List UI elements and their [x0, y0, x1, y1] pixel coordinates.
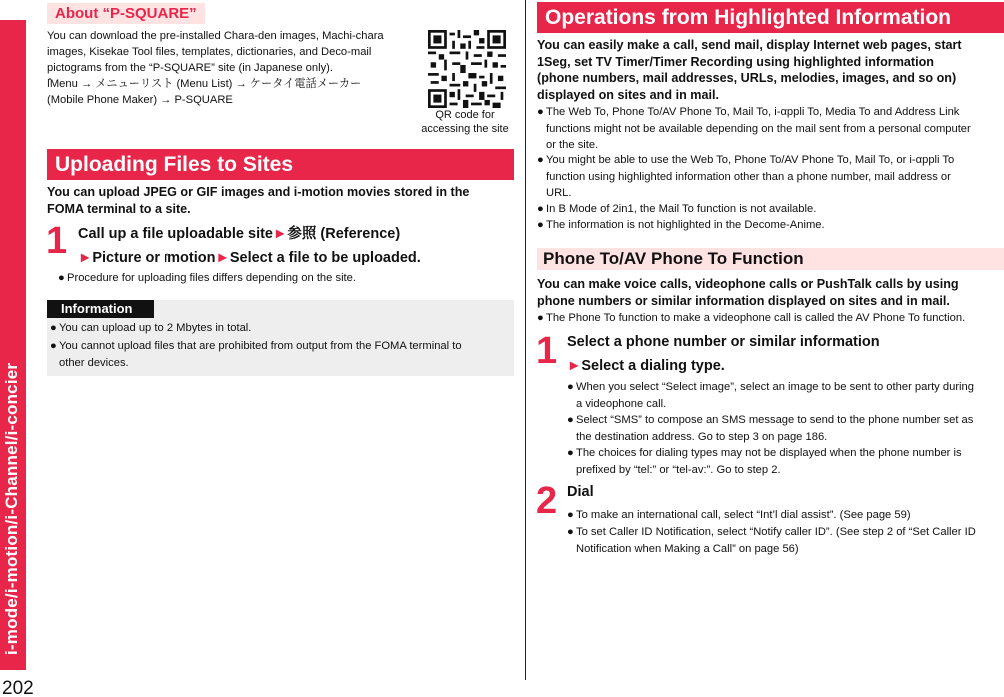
bullet-icon: ● [50, 322, 57, 334]
phone-to-intro-note-text: The Phone To function to make a videophone call is called the AV Phone To function. [546, 312, 966, 324]
phone-step-1-text [567, 330, 997, 378]
phone-to-intro [537, 276, 1004, 309]
i-mode-icon: ǀ̊ [164, 253, 168, 265]
phone-step-1-line-2 [567, 354, 997, 378]
ops-bullet-3 [537, 201, 1004, 218]
phone-to-intro-note [537, 310, 1004, 327]
ops-bullet-2-line-1: You might be able to use the Web To, Phone To/AV Phone To, Mail To, or i-αppli To [546, 154, 955, 166]
psquare-heading: About “P-SQUARE” [47, 3, 205, 24]
upload-heading: Uploading Files to Sites [47, 149, 514, 180]
phone-to-heading: Phone To/AV Phone To Function [537, 248, 1004, 270]
bullet-icon: ● [567, 526, 574, 538]
phone-step-1-bullet-2-line-1: Select “SMS” to compose an SMS message to send to the phone number set as [576, 414, 974, 426]
phone-step-2-text: Dial [567, 484, 594, 500]
arrow-icon: ► [78, 250, 93, 266]
ops-heading: Operations from Highlighted Information [537, 2, 1004, 33]
phone-step-2-bullet-2 [567, 524, 1004, 557]
bullet-icon: ● [567, 447, 574, 459]
upload-step-1-part-e: Select a file to be uploaded. [229, 250, 421, 266]
qr-code-image [428, 30, 506, 108]
bullet-icon: ● [58, 272, 65, 284]
ops-intro-line-4: displayed on sites and in mail. [537, 87, 719, 102]
ops-intro [537, 37, 1004, 103]
upload-step-1-part-b: 参照 (Reference) [287, 226, 401, 242]
information-item-2 [50, 338, 510, 371]
information-label: Information [47, 300, 154, 318]
upload-intro-line-1: You can upload JPEG or GIF images and i-motion movies stored in the [47, 185, 470, 199]
ops-intro-line-2: 1Seg, set TV Timer/Timer Recording using highlighted information [537, 54, 934, 69]
phone-step-1-line-2-text: Select a dialing type. [581, 358, 725, 374]
phone-step-1-bullet-2-line-2: the destination address. Go to step 3 on page 186. [576, 430, 828, 443]
ops-bullet-4 [537, 217, 1004, 234]
psquare-line-3: pictograms from the “P-SQUARE” site (in Japanese only). [47, 62, 334, 74]
column-divider [525, 0, 526, 680]
upload-step-1-line-2 [78, 246, 508, 271]
psquare-path-line-1 [47, 76, 417, 92]
ops-bullet-2-line-3: URL. [546, 187, 572, 199]
phone-to-intro-line-2: phone numbers or similar information displayed on sites and in mail. [537, 293, 950, 308]
page-number: 202 [2, 678, 34, 697]
information-item-1-text: You can upload up to 2 Mbytes in total. [59, 322, 252, 334]
ops-bullet-3-line-1: In B Mode of 2in1, the Mail To function is not available. [546, 203, 817, 215]
psquare-line-1: You can download the pre-installed Chara-den images, Machi-chara [47, 30, 384, 42]
phone-step-2-bullet-2-line-1: To set Caller ID Notification, select “Notify caller ID”. (See step 2 of “Set Caller ID [576, 526, 976, 538]
ops-bullet-2-line-2: function using highlighted information other than a phone number, mail address or [546, 170, 951, 183]
i-mode-icon: ǀ̊ [47, 78, 50, 90]
arrow-icon: ► [215, 250, 230, 266]
ops-bullet-1-line-1: The Web To, Phone To/AV Phone To, Mail To, i-αppli To, Media To and Address Link [546, 106, 960, 118]
ops-bullet-1-line-2: functions might not be available depending on the mail sent from a personal computer [546, 122, 971, 135]
upload-intro [47, 184, 514, 217]
phone-step-2-number: 2 [536, 480, 558, 522]
phone-step-1-bullet-3-line-1: The choices for dialing types may not be displayed when the phone number is [576, 447, 962, 459]
psquare-line-2: images, Kisekae Tool files, templates, dictionaries, and Deco-mail [47, 46, 372, 58]
upload-intro-line-2: FOMA terminal to a site. [47, 201, 191, 216]
bullet-icon: ● [567, 509, 574, 521]
arrow-icon: ► [273, 226, 288, 242]
ops-bullet-2 [537, 152, 1004, 202]
ops-intro-line-1: You can easily make a call, send mail, display Internet web pages, start [537, 38, 962, 52]
phone-step-1-number: 1 [536, 330, 558, 372]
phone-step-1-bullet-1-line-2: a videophone call. [576, 397, 667, 410]
ops-intro-line-3: (phone numbers, mail addresses, URLs, melodies, images, and so on) [537, 71, 957, 85]
bullet-icon: ● [537, 203, 544, 215]
psquare-path-2: (Mobile Phone Maker) → P-SQUARE [47, 94, 233, 106]
bullet-icon: ● [537, 154, 544, 166]
upload-step-1-part-c: Picture or [92, 250, 165, 266]
upload-step-1-line-1 [78, 222, 508, 246]
bullet-icon: ● [537, 219, 544, 231]
phone-step-1-bullet-1-line-1: When you select “Select image”, select an image to be sent to other party during [576, 381, 974, 393]
information-item-2-line-1: You cannot upload files that are prohibited from output from the FOMA terminal to [59, 340, 462, 352]
psquare-path-1: Menu → メニューリスト (Menu List) → ケータイ電話メーカー [49, 78, 362, 90]
information-item-1 [50, 320, 510, 337]
upload-step-1-part-a: Call up a file uploadable site [78, 226, 273, 242]
ops-bullet-4-line-1: The information is not highlighted in the Decome-Anime. [546, 219, 825, 231]
ops-bullet-1 [537, 104, 1004, 154]
upload-step-1-number: 1 [46, 220, 68, 262]
phone-step-1-bullet-3-line-2: prefixed by “tel:” or “tel-av:”. Go to step 2. [576, 463, 781, 476]
upload-step-1-note [58, 270, 508, 287]
bullet-icon: ● [50, 340, 57, 352]
phone-step-1-bullet-1 [567, 379, 1004, 412]
upload-step-1-note-text: Procedure for uploading files differs depending on the site. [67, 272, 356, 284]
phone-step-2-bullet-1-line-1: To make an international call, select “Int’l dial assist”. (See page 59) [576, 509, 911, 521]
bullet-icon: ● [567, 414, 574, 426]
qr-caption [412, 108, 518, 136]
bullet-icon: ● [567, 381, 574, 393]
phone-step-1-line-1: Select a phone number or similar information [567, 334, 880, 350]
bullet-icon: ● [537, 312, 544, 324]
phone-step-1-bullet-3 [567, 445, 1004, 478]
phone-step-2-bullet-1 [567, 507, 1004, 524]
chapter-tab-label: i-mode/i-motion/i-Channel/i-concier [2, 362, 21, 655]
qr-caption-line-2: accessing the site [421, 123, 509, 135]
chapter-sidebar [0, 0, 26, 697]
qr-caption-line-1: QR code for [435, 109, 495, 121]
bullet-icon: ● [537, 106, 544, 118]
ops-bullet-1-line-3: or the site. [546, 139, 599, 151]
upload-step-1-part-d: motion [167, 250, 216, 266]
upload-step-1-text [78, 222, 508, 271]
phone-step-1-bullet-2 [567, 412, 1004, 445]
arrow-icon: ► [567, 358, 582, 374]
information-item-2-line-2: other devices. [59, 356, 129, 369]
phone-step-2-bullet-2-line-2: Notification when Making a Call” on page 56) [576, 542, 799, 555]
phone-to-intro-line-1: You can make voice calls, videophone calls or PushTalk calls by using [537, 277, 959, 291]
psquare-description [47, 28, 417, 108]
